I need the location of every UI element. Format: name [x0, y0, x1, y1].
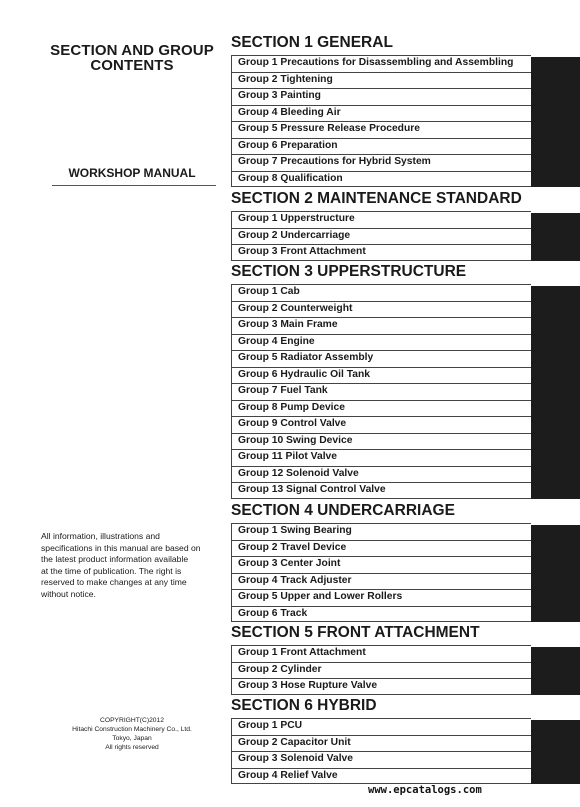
group-row[interactable]: [231, 433, 531, 450]
document-title-line-1: SECTION AND GROUP: [50, 42, 214, 59]
document-title: [40, 43, 224, 73]
group-label: Group 2 Travel Device: [238, 541, 347, 553]
group-label: Group 4 Engine: [238, 335, 315, 347]
section-tab-marker: [531, 647, 580, 695]
group-row[interactable]: [231, 573, 531, 590]
copyright-notice: [40, 716, 224, 752]
group-label: Group 2 Tightening: [238, 73, 333, 85]
section-heading[interactable]: SECTION 2 MAINTENANCE STANDARD: [231, 190, 522, 207]
group-row[interactable]: [231, 400, 531, 417]
group-row[interactable]: [231, 55, 531, 72]
section-tab-marker: [531, 720, 580, 784]
section-block: [231, 190, 580, 257]
group-label: Group 7 Precautions for Hybrid System: [238, 156, 431, 167]
group-row[interactable]: [231, 606, 531, 623]
copyright-line: COPYRIGHT(C)2012: [100, 717, 164, 724]
group-label: Group 4 Track Adjuster: [238, 574, 352, 586]
group-label: Group 2 Undercarriage: [238, 229, 351, 241]
group-label: Group 1 Precautions for Disassembling and Assembling: [238, 57, 514, 68]
group-row[interactable]: [231, 317, 531, 334]
group-label: Group 9 Control Valve: [238, 418, 347, 429]
section-tab-marker: [531, 525, 580, 622]
section-heading[interactable]: SECTION 3 UPPERSTRUCTURE: [231, 263, 467, 280]
disclaimer-line: specifications in this manual are based on: [41, 542, 201, 553]
section-heading[interactable]: SECTION 4 UNDERCARRIAGE: [231, 502, 455, 519]
group-row[interactable]: [231, 301, 531, 318]
copyright-line: All rights reserved: [105, 744, 159, 751]
copyright-line: Tokyo, Japan: [112, 735, 152, 742]
group-row[interactable]: [231, 228, 531, 245]
group-row[interactable]: [231, 138, 531, 155]
section-block: [231, 624, 580, 691]
disclaimer-line: at the time of publication. The right is: [41, 565, 182, 576]
left-column: [0, 0, 228, 807]
group-row[interactable]: [231, 735, 531, 752]
group-row[interactable]: [231, 466, 531, 483]
group-label: Group 3 Painting: [238, 90, 321, 101]
group-label: Group 13 Signal Control Valve: [238, 484, 386, 495]
document-title-line-2: CONTENTS: [90, 57, 174, 74]
group-label: Group 3 Solenoid Valve: [238, 753, 354, 764]
group-label: Group 1 Upperstructure: [238, 213, 355, 224]
document-subtitle: WORKSHOP MANUAL: [68, 166, 196, 180]
group-row[interactable]: [231, 540, 531, 557]
group-label: Group 10 Swing Device: [238, 434, 353, 446]
group-row[interactable]: [231, 662, 531, 679]
disclaimer-text: [41, 531, 221, 601]
group-label: Group 8 Qualification: [238, 172, 343, 184]
disclaimer-line: All information, illustrations and: [41, 531, 160, 541]
section-block: [231, 34, 580, 184]
group-label: Group 12 Solenoid Valve: [238, 467, 359, 479]
group-label: Group 2 Capacitor Unit: [238, 736, 351, 748]
group-label: Group 1 Front Attachment: [238, 647, 366, 658]
group-label: Group 1 Swing Bearing: [238, 525, 352, 536]
section-heading[interactable]: SECTION 6 HYBRID: [231, 697, 377, 714]
copyright-line: Hitachi Construction Machinery Co., Ltd.: [72, 726, 192, 733]
group-row[interactable]: [231, 718, 531, 735]
group-label: Group 2 Cylinder: [238, 663, 322, 675]
group-label: Group 5 Pressure Release Procedure: [238, 123, 420, 134]
section-block: [231, 502, 580, 619]
group-row[interactable]: [231, 482, 531, 499]
group-label: Group 3 Main Frame: [238, 319, 338, 330]
group-row[interactable]: [231, 72, 531, 89]
group-row[interactable]: [231, 556, 531, 573]
group-row[interactable]: [231, 678, 531, 695]
section-heading[interactable]: SECTION 5 FRONT ATTACHMENT: [231, 624, 480, 641]
group-row[interactable]: [231, 367, 531, 384]
group-row[interactable]: [231, 768, 531, 785]
group-label: Group 2 Counterweight: [238, 302, 353, 314]
disclaimer-line: the latest product information available: [41, 554, 189, 565]
group-row[interactable]: [231, 105, 531, 122]
group-label: Group 1 PCU: [238, 720, 303, 731]
group-row[interactable]: [231, 523, 531, 540]
section-tab-marker: [531, 57, 580, 187]
group-label: Group 6 Preparation: [238, 139, 338, 151]
section-block: [231, 697, 580, 781]
group-row[interactable]: [231, 171, 531, 188]
group-row[interactable]: [231, 383, 531, 400]
group-row[interactable]: [231, 211, 531, 228]
group-row[interactable]: [231, 645, 531, 662]
group-label: Group 6 Hydraulic Oil Tank: [238, 368, 370, 380]
group-row[interactable]: [231, 244, 531, 261]
group-row[interactable]: [231, 154, 531, 171]
group-row[interactable]: [231, 589, 531, 606]
group-label: Group 1 Cab: [238, 286, 300, 297]
group-row[interactable]: [231, 88, 531, 105]
section-tab-marker: [531, 213, 580, 261]
group-label: Group 4 Relief Valve: [238, 769, 338, 781]
section-block: [231, 263, 580, 495]
group-row[interactable]: [231, 449, 531, 466]
section-heading[interactable]: SECTION 1 GENERAL: [231, 34, 393, 51]
group-row[interactable]: [231, 751, 531, 768]
group-row[interactable]: [231, 334, 531, 351]
group-row[interactable]: [231, 121, 531, 138]
group-row[interactable]: [231, 416, 531, 433]
group-label: Group 8 Pump Device: [238, 401, 346, 413]
group-label: Group 3 Hose Rupture Valve: [238, 680, 378, 691]
group-row[interactable]: [231, 284, 531, 301]
group-label: Group 5 Radiator Assembly: [238, 352, 374, 363]
disclaimer-line: reserved to make changes at any time: [41, 577, 187, 588]
divider-rule: [52, 185, 216, 186]
group-label: Group 7 Fuel Tank: [238, 385, 328, 396]
watermark-url: www.epcatalogs.com: [368, 784, 482, 796]
group-label: Group 11 Pilot Valve: [238, 451, 338, 462]
section-tab-marker: [531, 286, 580, 499]
disclaimer-line: without notice.: [41, 588, 96, 599]
group-label: Group 6 Track: [238, 607, 308, 619]
group-label: Group 4 Bleeding Air: [238, 106, 341, 118]
group-label: Group 3 Front Attachment: [238, 246, 366, 257]
group-label: Group 3 Center Joint: [238, 558, 341, 569]
group-row[interactable]: [231, 350, 531, 367]
group-label: Group 5 Upper and Lower Rollers: [238, 591, 403, 602]
